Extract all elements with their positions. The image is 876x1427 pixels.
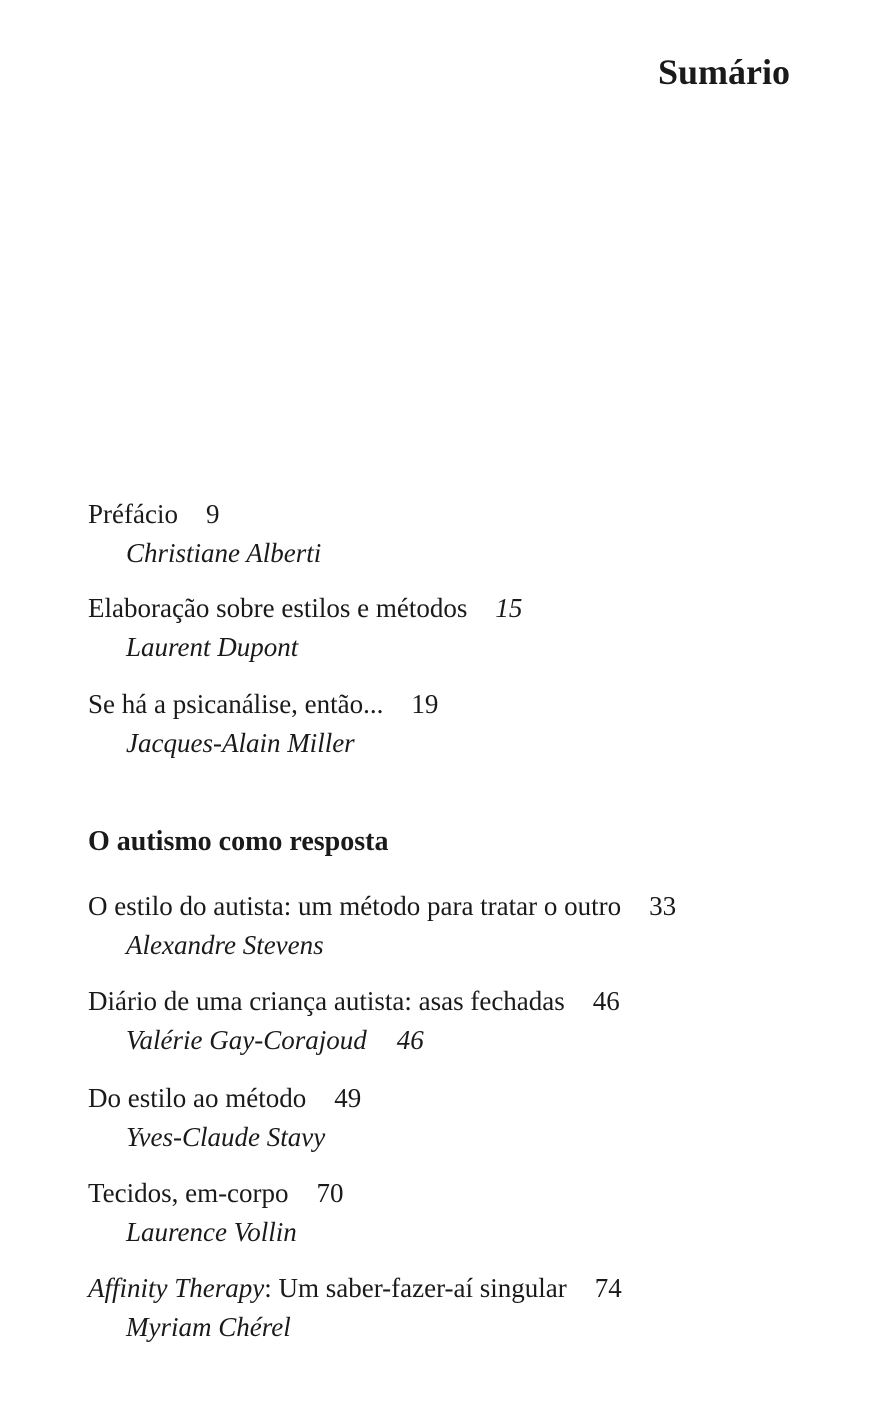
entry-line: [88, 1175, 344, 1211]
entry-author: Laurence Vollin: [126, 1217, 297, 1247]
entry-page-number: 33: [649, 891, 677, 921]
entry-author: Christiane Alberti: [126, 538, 322, 568]
entry-author: Laurent Dupont: [126, 632, 299, 662]
entry-line: [88, 1080, 361, 1116]
toc-entry-tecidos: [88, 1175, 344, 1250]
entry-line: [88, 983, 620, 1019]
entry-title: Préfácio: [88, 499, 178, 529]
entry-page-number: 70: [316, 1178, 344, 1208]
entry-page-number: 19: [411, 689, 439, 719]
entry-author: Myriam Chérel: [126, 1312, 291, 1342]
toc-entry-se-ha-a-psicanalise: [88, 686, 438, 761]
entry-page-number: 46: [592, 986, 620, 1016]
section-heading: O autismo como resposta: [88, 826, 389, 857]
entry-author-name: Valérie Gay-Corajoud: [126, 1025, 367, 1055]
entry-title: Se há a psicanálise, então...: [88, 689, 384, 719]
entry-page-number: 74: [594, 1273, 622, 1303]
entry-title: Tecidos, em-corpo: [88, 1178, 289, 1208]
entry-author: [88, 1022, 620, 1058]
entry-line: [88, 590, 522, 626]
entry-title: Elaboração sobre estilos e métodos: [88, 593, 468, 623]
entry-author-page-number: 46: [396, 1025, 424, 1055]
entry-title: Diário de uma criança autista: asas fechadas: [88, 986, 565, 1016]
entry-line: [88, 1270, 622, 1306]
entry-title: Do estilo ao método: [88, 1083, 307, 1113]
entry-page-number: 15: [495, 593, 523, 623]
toc-entry-elaboracao: [88, 590, 522, 665]
entry-title: O estilo do autista: um método para tratar o outro: [88, 891, 622, 921]
toc-entry-affinity-therapy: [88, 1270, 622, 1345]
toc-entry-estilo-do-autista: [88, 888, 676, 963]
entry-title: [88, 1273, 567, 1303]
entry-line: [88, 496, 321, 532]
entry-page-number: 9: [205, 499, 220, 529]
entry-line: [88, 888, 676, 924]
entry-page-number: 49: [334, 1083, 362, 1113]
entry-author: Jacques-Alain Miller: [126, 728, 355, 758]
entry-line: [88, 686, 438, 722]
entry-title-italic: Affinity Therapy: [88, 1273, 265, 1303]
entry-author: Alexandre Stevens: [126, 930, 324, 960]
page-title: Sumário: [657, 52, 790, 92]
toc-entry-diario: [88, 983, 620, 1058]
entry-author: Yves-Claude Stavy: [126, 1122, 326, 1152]
entry-title-rest: : Um saber-fazer-aí singular: [264, 1273, 567, 1303]
toc-entry-prefacio: [88, 496, 321, 571]
toc-entry-do-estilo-ao-metodo: [88, 1080, 361, 1155]
